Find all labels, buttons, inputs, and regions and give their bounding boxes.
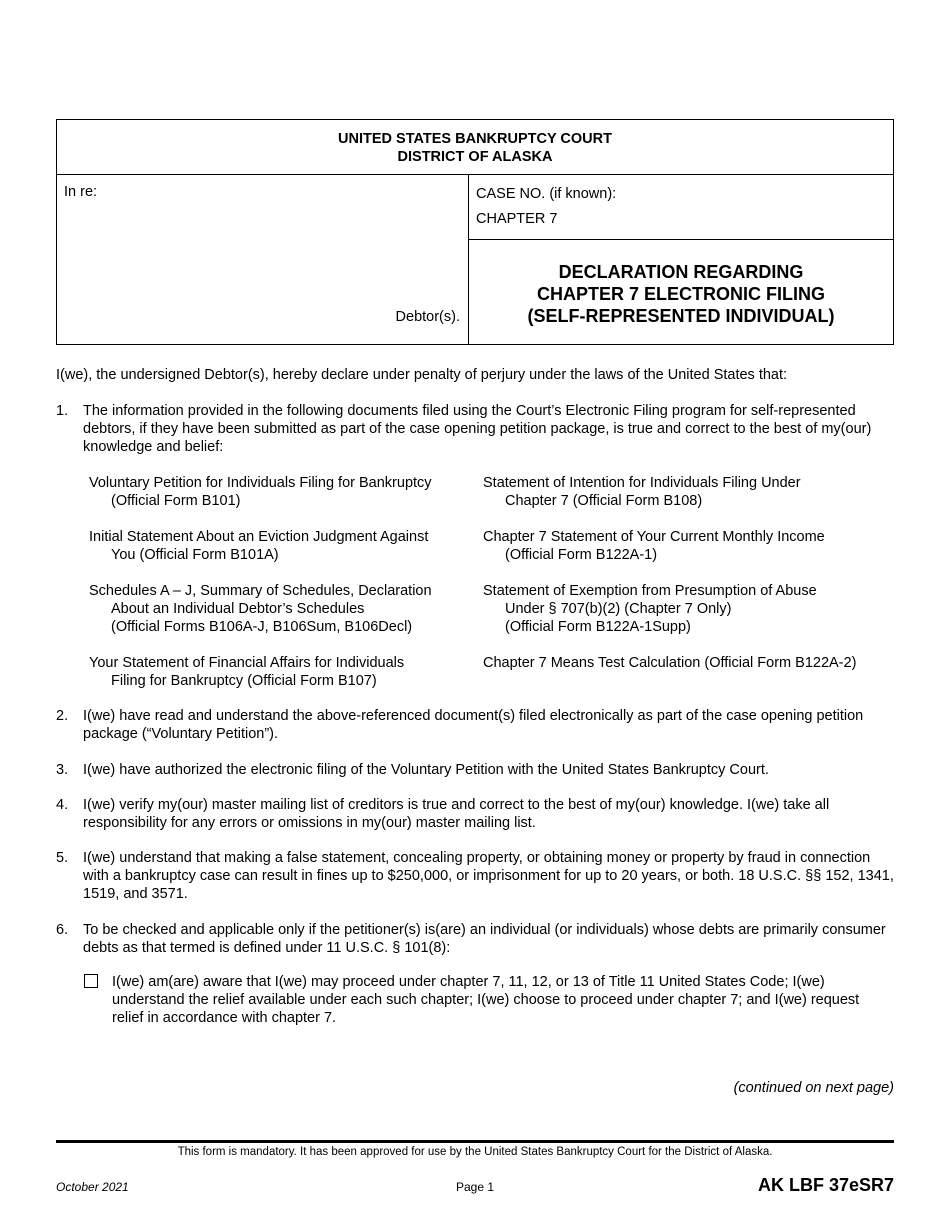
- document-title: Statement of Exemption from Presumption of Abuse: [483, 583, 817, 599]
- acknowledgment-text: I(we) am(are) aware that I(we) may proceed under chapter 7, 11, 12, or 13 of Title 11 United States Code; I(we) understand the relief available under each such chapter; I(we) choose to proceed under chapter 7; and I(we) request relief in accordance with chapter 7.: [112, 974, 860, 1026]
- chapter-label: CHAPTER 7: [476, 211, 558, 227]
- declaration-item: [56, 402, 896, 456]
- debtors-label: Debtor(s).: [395, 309, 460, 325]
- item-text: I(we) verify my(our) master mailing list of creditors is true and correct to the best of my(our) knowledge. I(we) take all responsibility for any errors or omissions in my(our) master mailing list.: [83, 797, 830, 831]
- declaration-title-cell: [469, 240, 893, 344]
- document-subtitle: Filing for Bankruptcy (Official Form B107): [111, 673, 377, 689]
- form-date: October 2021: [56, 1180, 129, 1194]
- page-number: Page 1: [455, 1180, 495, 1194]
- document-entry: [483, 582, 817, 636]
- document-subtitle: Chapter 7 (Official Form B108): [505, 493, 703, 509]
- item-number: 4.: [56, 797, 69, 813]
- declaration-item: [56, 796, 896, 832]
- court-name: UNITED STATES BANKRUPTCY COURT: [338, 131, 612, 147]
- document-entry: [89, 654, 404, 690]
- footer-divider: [56, 1140, 894, 1143]
- item-number: 6.: [56, 922, 69, 938]
- document-subtitle: (Official Form B122A-1Supp): [505, 619, 691, 635]
- form-id: AK LBF 37eSR7: [757, 1175, 894, 1195]
- item-text: I(we) understand that making a false statement, concealing property, or obtaining money or property by fraud in connection with a bankruptcy case can result in fines up to $250,000, or imprisonment for up to 20 years, or both. 18 U.S.C. §§ 152, 1341, 1519, and 3571.: [83, 850, 894, 902]
- document-subtitle: About an Individual Debtor’s Schedules: [111, 601, 365, 617]
- document-title: Initial Statement About an Eviction Judgment Against: [89, 529, 429, 545]
- debtor-cell: [57, 175, 469, 344]
- document-title: Voluntary Petition for Individuals Filing for Bankruptcy: [89, 475, 432, 491]
- document-subtitle: (Official Form B101): [111, 493, 241, 509]
- item-text: I(we) have authorized the electronic filing of the Voluntary Petition with the United States Bankruptcy Court.: [83, 762, 769, 778]
- item-text: The information provided in the following documents filed using the Court’s Electronic Filing program for self-represented debtors, if they have been submitted as part of the case opening petition package, is true and correct to the best of my(our) knowledge and belief:: [83, 403, 872, 455]
- footer-note: This form is mandatory. It has been approved for use by the United States Bankruptcy Court for the District of Alaska.: [177, 1146, 773, 1158]
- acknowledgment-checkbox[interactable]: [84, 974, 98, 988]
- document-entry: [89, 474, 432, 510]
- case-cell: [469, 175, 893, 240]
- continued-note: (continued on next page): [733, 1080, 894, 1096]
- document-entry: [89, 582, 432, 636]
- court-title: [57, 120, 893, 175]
- declaration-title-line: (SELF-REPRESENTED INDIVIDUAL): [527, 306, 835, 326]
- item-text: To be checked and applicable only if the petitioner(s) is(are) an individual (or individuals) whose debts are primarily consumer debts as that termed is defined under 11 U.S.C. § 101(8):: [83, 922, 886, 956]
- declaration-item: [56, 761, 896, 779]
- document-entry: [89, 528, 428, 564]
- item-number: 5.: [56, 850, 69, 866]
- document-title: Schedules A – J, Summary of Schedules, Declaration: [89, 583, 432, 599]
- intro-statement: I(we), the undersigned Debtor(s), hereby declare under penalty of perjury under the laws of the United States that:: [56, 367, 788, 383]
- document-entry: [483, 528, 825, 564]
- item-number: 1.: [56, 403, 69, 419]
- document-subtitle: Under § 707(b)(2) (Chapter 7 Only): [505, 601, 732, 617]
- document-title: Chapter 7 Statement of Your Current Monthly Income: [483, 529, 825, 545]
- case-number-label: CASE NO. (if known):: [476, 186, 617, 202]
- declaration-item: [56, 921, 896, 957]
- caption-box: [56, 119, 894, 345]
- declaration-title-line: DECLARATION REGARDING: [558, 262, 804, 282]
- item-number: 2.: [56, 708, 69, 724]
- declaration-item: [56, 849, 896, 903]
- item-text: I(we) have read and understand the above-referenced document(s) filed electronically as part of the case opening petition package (“Voluntary Petition”).: [83, 708, 864, 742]
- document-entry: [483, 474, 801, 510]
- document-subtitle: (Official Form B122A-1): [505, 547, 658, 563]
- item-number: 3.: [56, 762, 69, 778]
- declaration-item: [56, 707, 896, 743]
- court-district: DISTRICT OF ALASKA: [397, 149, 553, 165]
- chapter-7-acknowledgment: [84, 973, 894, 1027]
- in-re-label: In re:: [64, 184, 98, 200]
- document-title: Your Statement of Financial Affairs for Individuals: [89, 655, 405, 671]
- document-title: Statement of Intention for Individuals Filing Under: [483, 475, 801, 491]
- declaration-title-line: CHAPTER 7 ELECTRONIC FILING: [536, 284, 825, 304]
- document-entry: [483, 654, 856, 672]
- document-subtitle: You (Official Form B101A): [111, 547, 279, 563]
- document-title: Chapter 7 Means Test Calculation (Official Form B122A-2): [483, 655, 857, 671]
- document-subtitle: (Official Forms B106A-J, B106Sum, B106Decl): [111, 619, 413, 635]
